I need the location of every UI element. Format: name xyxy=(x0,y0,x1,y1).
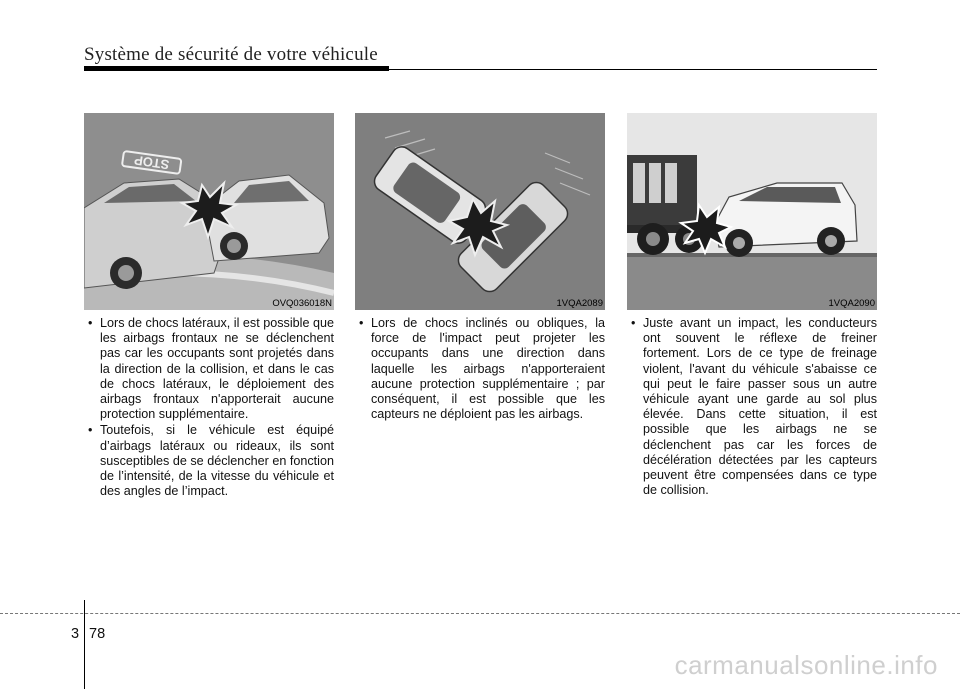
bullet-item: • Toutefois, si le véhicule est équipé d’airbags latéraux ou rideaux, ils sont susceptibles de se déclencher en fonction de l’intensité, de la vitesse du véhicule et des angles de l’impact. xyxy=(84,423,334,499)
page-header-title: Système de sécurité de votre véhicule xyxy=(84,44,378,65)
bullet-item: • Juste avant un impact, les conducteurs ont souvent le réflexe de freiner fortement. Lors de ce type de freinage violent, l'avant du véhicule s'abaisse ce qui peut le faire passer sous un autre véhicule ayant une garde au sol plus élevée. Dans cette situation, il est possible que les airbags ne se déclenchent pas car les forces de décélération détectées par les capteurs peuvent être compensées dans ce type de collision. xyxy=(627,316,877,498)
watermark-text: carmanualsonline.info xyxy=(674,650,938,680)
side-impact-illustration xyxy=(84,113,334,310)
figure-side-impact xyxy=(84,113,334,310)
bullet-item: • Lors de chocs latéraux, il est possible que les airbags frontaux ne se déclenchent pas car les occupants sont projetés dans la direction de la collision, et dans le cas de chocs latéraux, le déploiement des airbags frontaux n'apporterait aucune protection supplémentaire. xyxy=(84,316,334,422)
oblique-impact-illustration xyxy=(355,113,605,310)
figure-oblique-impact xyxy=(355,113,605,310)
page-number: 78 xyxy=(89,626,106,642)
header-rule-thick xyxy=(84,66,389,71)
bullet-item: • Lors de chocs inclinés ou obliques, la force de l'impact peut projeter les occupants dans une direction dans laquelle les airbags n'apporteraient aucune protection supplémentaire ; par conséquent, il est possible que les capteurs ne déploient pas les airbags. xyxy=(355,316,605,422)
footer-divider xyxy=(0,613,960,614)
page-section-number: 3 xyxy=(71,626,80,642)
figure-code: 1VQA2090 xyxy=(828,298,875,309)
text-column-1 xyxy=(84,316,334,500)
text-column-2 xyxy=(355,316,605,423)
figure-code: 1VQA2089 xyxy=(556,298,603,309)
header-rule-thin xyxy=(389,69,877,70)
figure-underride-impact xyxy=(627,113,877,310)
figure-code: OVQ036018N xyxy=(272,298,332,309)
footer-vertical-rule xyxy=(84,600,85,689)
underride-impact-illustration xyxy=(627,113,877,310)
text-column-3 xyxy=(627,316,877,499)
stop-road-marking: STOP xyxy=(133,152,171,173)
